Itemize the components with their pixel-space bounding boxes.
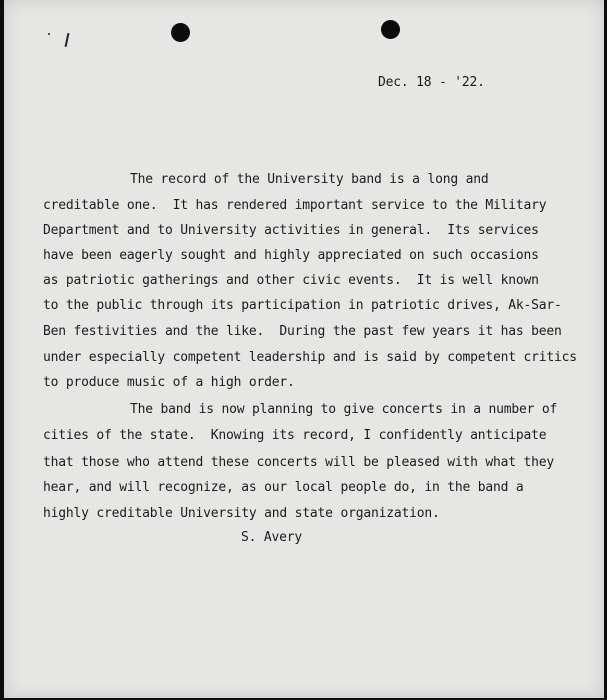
paragraph2-line-2: cities of the state. Knowing its record, I confidently anticipate: [43, 428, 547, 443]
letter-date: Dec. 18 - '22.: [378, 75, 485, 90]
paragraph2-line-1: The band is now planning to give concerts in a number of: [130, 402, 558, 417]
paragraph1-line-1: The record of the University band is a long and: [130, 172, 489, 187]
punch-hole-left: [171, 23, 190, 42]
paragraph1-line-7: Ben festivities and the like. During the past few years it has been: [43, 324, 562, 339]
letter-page: [4, 0, 604, 698]
pencil-mark: [65, 33, 70, 47]
paragraph2-line-4: hear, and will recognize, as our local people do, in the band a: [43, 480, 524, 495]
paragraph1-line-9: to produce music of a high order.: [43, 375, 295, 390]
paragraph1-line-4: have been eagerly sought and highly appreciated on such occasions: [43, 248, 539, 263]
paragraph1-line-2: creditable one. It has rendered important service to the Military: [43, 198, 547, 213]
signature: S. Avery: [241, 530, 303, 545]
paragraph1-line-3: Department and to University activities in general. Its services: [43, 223, 539, 238]
paragraph1-line-8: under especially competent leadership and is said by competent critics: [43, 350, 577, 365]
punch-hole-right: [381, 20, 400, 39]
paragraph1-line-5: as patriotic gatherings and other civic events. It is well known: [43, 273, 539, 288]
paragraph1-line-6: to the public through its participation in patriotic drives, Ak-Sar-: [43, 298, 562, 313]
paragraph2-line-5: highly creditable University and state organization.: [43, 506, 440, 521]
paragraph2-line-3: that those who attend these concerts will be pleased with what they: [43, 455, 554, 470]
pencil-dot: [48, 33, 50, 35]
